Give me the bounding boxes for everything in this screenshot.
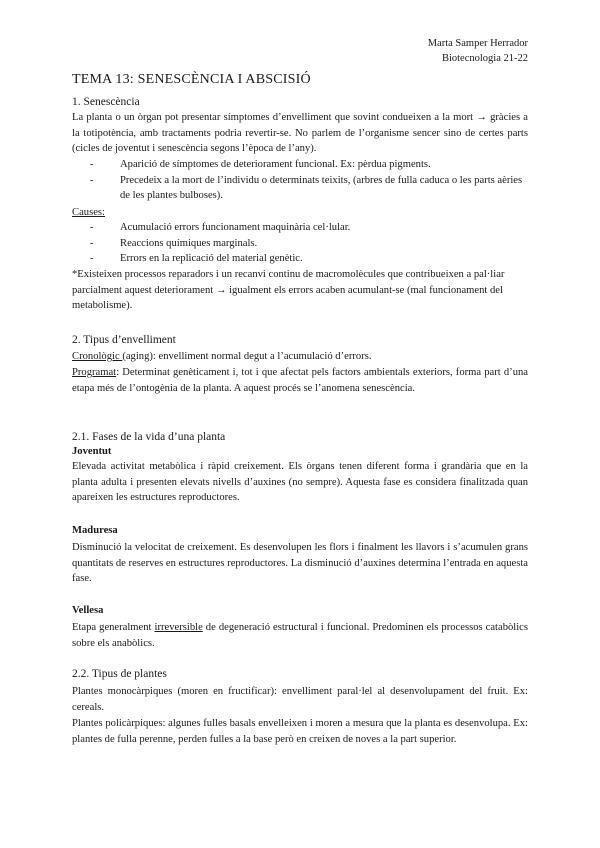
maduresa-title: Maduresa bbox=[72, 525, 118, 536]
list-item: - Aparició de símptomes de deteriorament funcional. Ex: pèrdua pigments. bbox=[90, 157, 528, 173]
list-item: - Reaccions químiques marginals. bbox=[90, 236, 528, 252]
section-heading-tipus-plantes: 2.2. Tipus de plantes bbox=[72, 668, 167, 680]
vellesa-title: Vellesa bbox=[72, 605, 104, 616]
policarpiques-text: Plantes policàrpiques: algunes fulles basals envelleixen i moren a mesura que la planta es desenvolupa. Ex: plantes de fulla perenne, perden fulles a la base però en creixen de noves a la part superior. bbox=[72, 718, 528, 745]
author-name: Marta Samper Herrador bbox=[427, 38, 528, 49]
joventut-title: Joventut bbox=[72, 446, 112, 457]
senescencia-note: *Existeixen processos reparadors i un recanvi continu de macromolècules que contribueixen a pal·liar parcialment aquest deteriorament → igualment els errors acaben acumulant-se (mal funcionament del metabolisme). bbox=[72, 269, 505, 312]
vellesa-post: de degeneració estructural i funcional. Predominen els processos catabòlics sobre els anabòlics. bbox=[72, 622, 528, 649]
causes-label: Causes: bbox=[72, 207, 105, 218]
page-header bbox=[428, 36, 528, 66]
cronologic-text: (aging): envelliment normal degut a l’acumulació d’errors. bbox=[122, 351, 372, 362]
monocarpiques-text: Plantes monocàrpiques (moren en fructificar): envelliment paral·lel al desenvolupament del fruit. Ex: cereals. bbox=[72, 686, 528, 713]
section-heading-senescencia: 1. Senescència bbox=[72, 96, 140, 108]
vellesa-paragraph bbox=[72, 620, 528, 651]
joventut-text: Elevada activitat metabòlica i ràpid creixement. Els òrgans tenen diferent forma i grandària que en la planta adulta i presenten elevats nivells d’auxines (no sempre). Aquesta fase es considera finalitzada quan apareixen les estructures reproductores. bbox=[72, 461, 528, 504]
senescencia-bullets bbox=[72, 157, 528, 204]
causes-list bbox=[72, 220, 528, 267]
programat-paragraph bbox=[72, 365, 528, 396]
vellesa-pre: Etapa generalment bbox=[72, 622, 155, 633]
list-item: - Precedeix a la mort de l’individu o determinats teixits, (arbres de fulla caduca o les parts aèries de les plantes bulboses). bbox=[90, 173, 528, 204]
section-heading-fases: 2.1. Fases de la vida d’una planta bbox=[72, 431, 226, 443]
senescencia-intro: La planta o un òrgan pot presentar símptomes d’envelliment que sovint condueixen a la mort → gràcies a la totipotència, amb tractaments podria revertir-se. No parlem de l’organisme sencer sino de certes parts (cicles de joventut i senescència segons l’època de l’any). bbox=[72, 112, 528, 155]
programat-label: Programat bbox=[72, 367, 117, 378]
course-name: Biotecnologia 21-22 bbox=[441, 53, 528, 64]
vellesa-irreversible: irreversible bbox=[154, 622, 203, 633]
section-heading-tipus-envelliment: 2. Tipus d’envelliment bbox=[72, 334, 176, 346]
cronologic-paragraph bbox=[72, 349, 528, 365]
cronologic-label: Cronològic bbox=[72, 351, 123, 362]
programat-text: : Determinat genèticament i, tot i que afectat pels factors ambientals exteriors, forma part d’una etapa més de l’ontogènia de la planta. A aquest procés se l’anomena senescència. bbox=[72, 367, 528, 394]
list-item: - Errors en la replicació del material genètic. bbox=[90, 251, 528, 267]
document-title: TEMA 13: SENESCÈNCIA I ABSCISIÓ bbox=[72, 72, 311, 87]
list-item: - Acumulació errors funcionament maquinària cel·lular. bbox=[90, 220, 528, 236]
maduresa-text: Disminució la velocitat de creixement. Es desenvolupen les flors i finalment les llavors i s’acumulen grans quantitats de reserves en estructures reproductores. La disminució d’auxines determina l’entrada en aquesta fase. bbox=[72, 542, 528, 585]
